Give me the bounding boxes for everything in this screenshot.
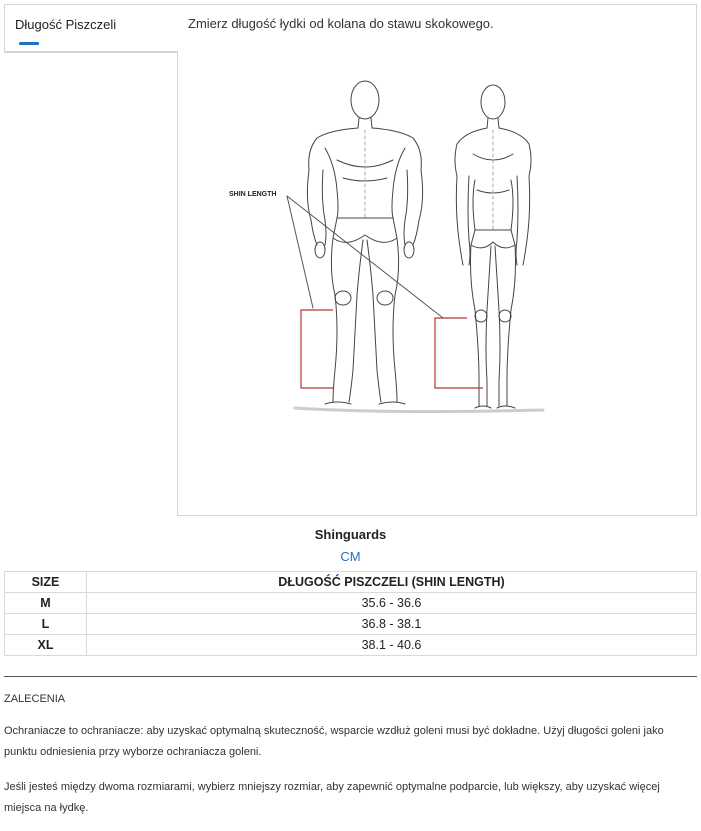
body-measurement-illustration	[225, 70, 555, 420]
male-figure	[307, 81, 422, 404]
shin-measurement-brackets	[301, 310, 483, 388]
header-shin-length: DŁUGOŚĆ PISZCZELI (SHIN LENGTH)	[87, 572, 697, 593]
table-row	[5, 614, 697, 635]
size-chart-table	[4, 571, 697, 656]
size-cell: L	[5, 614, 87, 635]
range-cell: 38.1 - 40.6	[87, 635, 697, 656]
shin-length-annotation: SHIN LENGTH	[229, 191, 277, 198]
recommendations-title: ZALECENIA	[4, 693, 66, 705]
measurement-instruction: Zmierz długość łydki od kolana do stawu skokowego.	[188, 16, 494, 31]
recommendation-paragraph: Jeśli jesteś między dwoma rozmiarami, wybierz mniejszy rozmiar, aby zapewnić optymalne podparcie, lub większy, aby uzyskać więcej miejsca na łydkę.	[4, 781, 660, 814]
range-cell: 35.6 - 36.6	[87, 593, 697, 614]
tab-active-indicator	[19, 42, 39, 45]
range-cell: 36.8 - 38.1	[87, 614, 697, 635]
tab-sidebar-divider	[4, 52, 178, 53]
table-header-row	[5, 572, 697, 593]
recommendation-paragraph: Ochraniacze to ochraniacze: aby uzyskać optymalną skuteczność, wsparcie wzdłuż goleni musi być dokładne. Użyj długości goleni jako punktu odniesienia przy wyborze ochraniacza goleni.	[4, 725, 664, 758]
table-row	[5, 593, 697, 614]
tab-shin-length[interactable]	[4, 4, 178, 52]
product-title: Shinguards	[314, 527, 387, 542]
size-cell: M	[5, 593, 87, 614]
size-cell: XL	[5, 635, 87, 656]
header-size: SIZE	[5, 572, 87, 593]
tab-label: Długość Piszczeli	[15, 17, 117, 32]
section-divider	[4, 676, 697, 677]
table-row	[5, 635, 697, 656]
female-figure	[455, 85, 531, 408]
unit-label[interactable]: CM	[340, 549, 361, 564]
